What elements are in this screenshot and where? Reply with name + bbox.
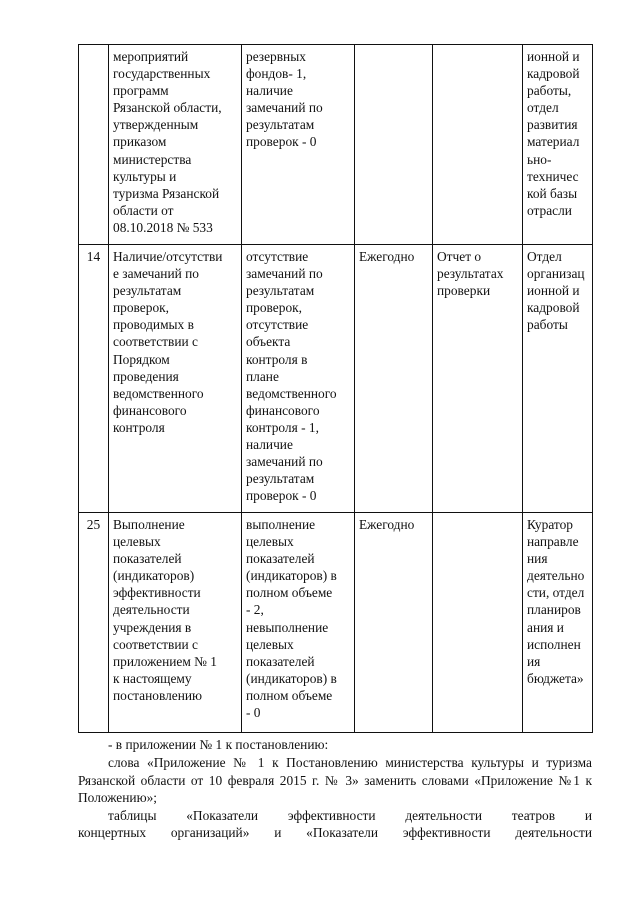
source-cell: [433, 45, 523, 245]
responsible-cell: ионной и кадровой работы, отдел развития материал ьно- техничес кой базы отрасли: [523, 45, 593, 245]
paragraph-appendix-heading: - в приложении № 1 к постановлению:: [108, 737, 329, 752]
paragraph-tables-line-2: концертных организаций» и «Показатели эффективности деятельности: [78, 825, 592, 840]
indicator-cell: Выполнение целевых показателей (индикаторов) эффективности деятельности учреждения в соответствии с приложением № 1 к настоящему постановлению: [109, 513, 242, 733]
row-number: [79, 45, 109, 245]
period-cell: [355, 45, 433, 245]
indicator-cell: Наличие/отсутстви е замечаний по результатам проверок, проводимых в соответствии с Порядком проведения ведомственного финансового контроля: [109, 245, 242, 513]
responsible-cell: Отдел организац ионной и кадровой работы: [523, 245, 593, 513]
row-number: 14: [79, 245, 109, 513]
indicators-table: [78, 44, 593, 733]
table-row: [79, 513, 593, 733]
source-cell: Отчет о результатах проверки: [433, 245, 523, 513]
indicator-cell: мероприятий государственных программ Рязанской области, утвержденным приказом министерства культуры и туризма Рязанской области от 08.10.2018 № 533: [109, 45, 242, 245]
responsible-cell: Куратор направле ния деятельно сти, отдел планиров ания и исполнен ия бюджета»: [523, 513, 593, 733]
paragraph-tables-line-1: таблицы «Показатели эффективности деятельности театров и: [108, 808, 592, 823]
period-cell: Ежегодно: [355, 245, 433, 513]
period-cell: Ежегодно: [355, 513, 433, 733]
table-row: [79, 45, 593, 245]
table-row: [79, 245, 593, 513]
paragraph-replace-words: слова «Приложение № 1 к Постановлению министерства культуры и туризма Рязанской области от 10 февраля 2015 г. № 3» заменить словами «Приложение №1 к Положению»;: [78, 755, 592, 805]
criteria-cell: выполнение целевых показателей (индикаторов) в полном объеме - 2, невыполнение целевых показателей (индикаторов) в полном объеме - 0: [242, 513, 355, 733]
criteria-cell: резервных фондов- 1, наличие замечаний по результатам проверок - 0: [242, 45, 355, 245]
criteria-cell: отсутствие замечаний по результатам проверок, отсутствие объекта контроля в плане ведомственного финансового контроля - 1, наличие замечаний по результатам проверок - 0: [242, 245, 355, 513]
source-cell: [433, 513, 523, 733]
row-number: 25: [79, 513, 109, 733]
